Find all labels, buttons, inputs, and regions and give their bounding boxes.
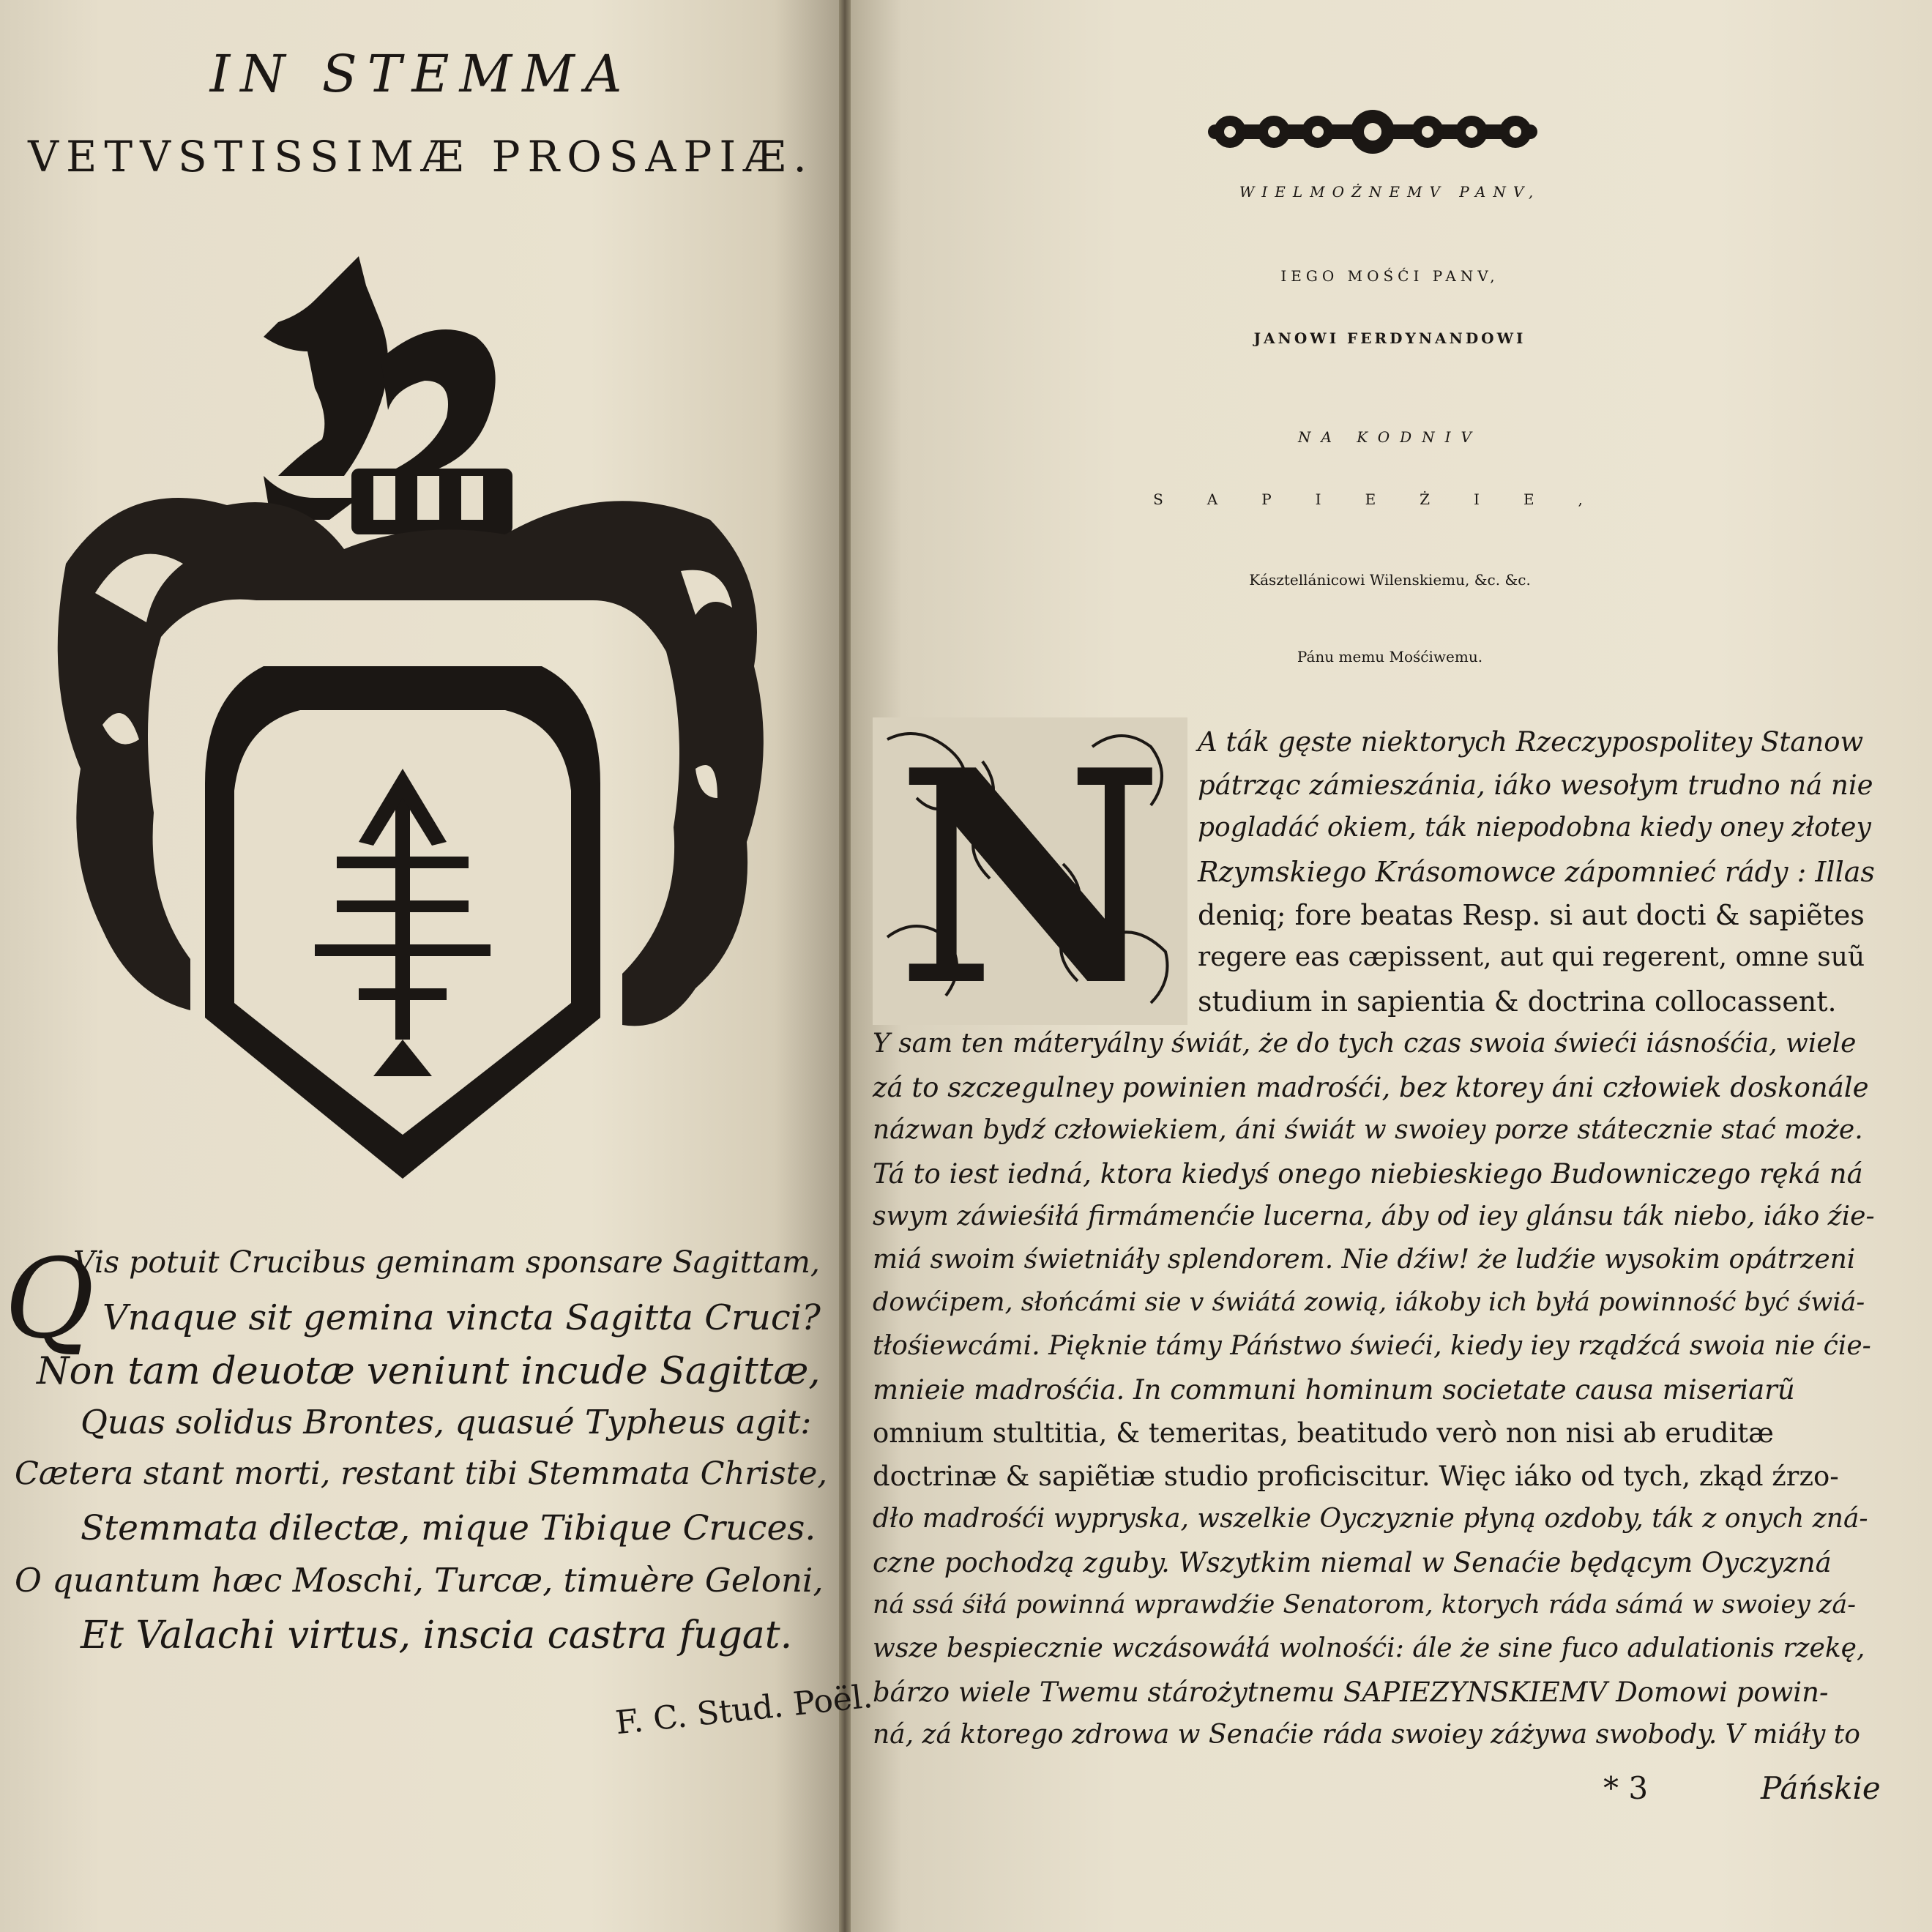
poem-line: Non tam deuotæ veniunt incude Sagittæ, [37,1350,821,1393]
body-line: mnieie madrośćia. In communi hominum societate causa miseriarũ [873,1374,1795,1406]
dedication-line1: WIELMOŻNEMV PANV, [1239,183,1541,201]
dedication-title: Kásztellánicowi Wilenskiemu, &c. &c. [1249,571,1531,589]
book-gutter [839,0,851,1932]
poem-line: Et Valachi virtus, inscia castra fugat. [81,1614,793,1657]
crown-icon [351,469,512,534]
catchword: Páńskie [1761,1770,1881,1806]
dedication-address: Pánu memu Mośćiwemu. [1297,648,1483,665]
body-line: tłośiewcámi. Pięknie támy Páństwo świeći, kiedy iey rządźcá swoia nie ćie- [873,1331,1871,1361]
body-line: studium in sapientia & doctrina collocassent. [1198,985,1837,1018]
poem-line: Quas solidus Brontes, quasué Typheus agit: [81,1403,812,1441]
poem-line: Cætera stant morti, restant tibi Stemmata Christe, [15,1455,828,1492]
body-line: pogladáć okiem, ták niepodobna kiedy oney złotey [1198,813,1871,843]
body-line: ná ssá śiłá powinná wprawdźie Senatorom, ktorych ráda sámá w swoiey zá- [873,1590,1857,1619]
body-line: miá swoim świetniáły splendorem. Nie dźiw! że ludźie wysokim opátrzeni [873,1245,1856,1275]
poem-initial: Q [4,1236,94,1363]
poem-line: Vis potuit Crucibus geminam sponsare Sagittam, [73,1245,820,1280]
dedication-surname: SAPIEŻIE, [1153,491,1627,508]
body-line: A ták gęste niektorych Rzeczypospolitey Stanow [1198,726,1864,758]
body-line: pátrząc zámieszánia, iáko wesołym trudno ná nie [1198,769,1873,801]
left-heading-line1: IN STEMMA [209,44,633,104]
shield-icon [205,666,600,1179]
body-line: wsze bespiecznie wczásowáłá wolnośći: ále że sine fuco adulationis rzekę, [873,1633,1865,1663]
poem-signature: F. C. Stud. Poël. [613,1677,875,1742]
dedication-line2: IEGO MOŚĆI PANV, [1280,267,1499,285]
body-line: Rzymskiego Krásomowce zápomnieć rády : Illas [1198,856,1875,888]
body-line: czne pochodzą zguby. Wszytkim niemal w Senaćie będącym Oyczyzná [873,1547,1832,1578]
dedication-name: JANOWI FERDYNANDOWI [1253,329,1526,347]
poem-line: O quantum hæc Moschi, Turcæ, timuère Geloni, [15,1561,824,1600]
body-line: Tá to iest iedná, ktora kiedyś onego niebieskiego Budowniczego ręká ná [873,1158,1863,1190]
coat-of-arms-woodcut [37,256,791,1193]
body-line: swym záwieśiłá firmámenćie lucerna, áby od iey glánsu ták niebo, iáko źie- [873,1201,1875,1231]
body-line: ná, zá ktorego zdrowa w Senaćie ráda swoiey záżywa swobody. V miáły to [873,1720,1860,1750]
poem-line: Vnaque sit gemina vincta Sagitta Cruci? [102,1297,821,1338]
body-line: bárzo wiele Twemu stárożytnemu SAPIEZYNSKIEMV Domowi powin- [873,1676,1829,1708]
decorated-initial-icon [873,717,1187,1025]
body-line: zá to szczegulney powinien madrośći, bez ktorey áni człowiek doskonále [873,1072,1869,1103]
body-line: deniq; fore beatas Resp. si aut docti & sapiẽtes [1198,899,1865,931]
body-line: názwan bydź człowiekiem, áni świát w swoiey porze státecznie stać może. [873,1115,1863,1145]
body-line: omnium stultitia, & temeritas, beatitudo verò non nisi ab eruditæ [873,1417,1774,1449]
dropcap-letter: N [896,717,1164,1025]
head-ornament-icon [1208,102,1537,161]
body-line: doctrinæ & sapiẽtiæ studio proficiscitur. Więc iáko od tych, zkąd źrzo- [873,1461,1839,1492]
body-line: Y sam ten máteryálny świát, że do tych czas swoia świeći iásnośćia, wiele [873,1029,1857,1059]
body-line: regere eas cæpissent, aut qui regerent, omne suũ [1198,942,1865,972]
body-line: dowćipem, słońcámi sie v świátá zowią, iákoby ich byłá powinność być świá- [873,1288,1865,1317]
body-line: dło madrośći wypryska, wszelkie Oyczyznie płyną ozdoby, ták z onych zná- [873,1504,1868,1534]
poem-line: Stemmata dilectæ, mique Tibique Cruces. [81,1508,816,1548]
dedication-line4: NA KODNIV [1298,428,1482,446]
signature-mark: * 3 [1603,1770,1649,1806]
left-heading-line2: VETVSTISSIMÆ PROSAPIÆ. [28,132,814,182]
